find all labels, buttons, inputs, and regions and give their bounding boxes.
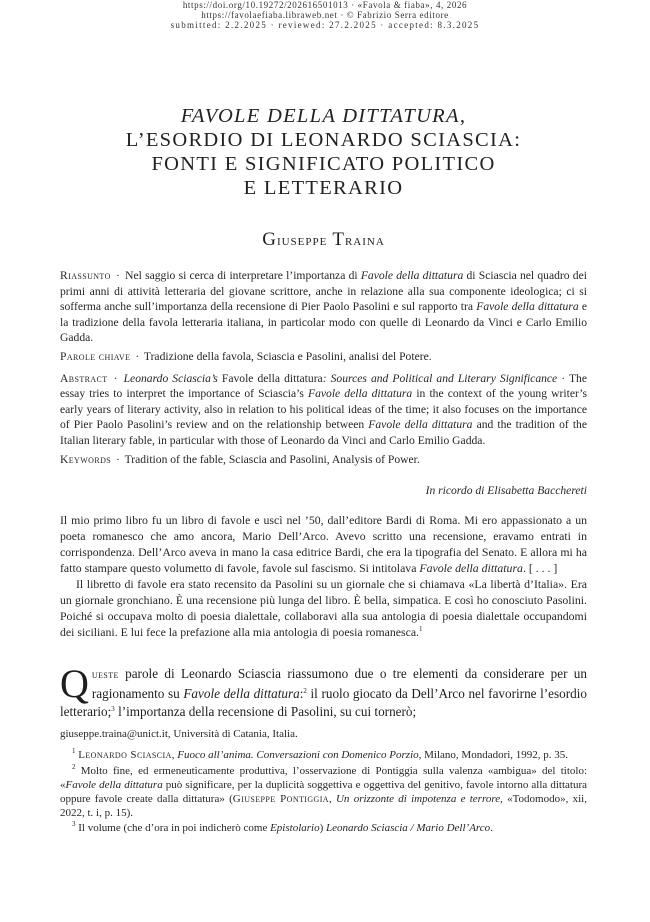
footnote-3: $^3$ Il volume (che d’ora in poi indicherò come Epistolario) Leonardo Sciascia / Mario Dell’Arco. bbox=[72, 820, 493, 834]
author-name: Giuseppe Traina bbox=[262, 229, 385, 250]
footer-dates: submitted: 2.2.2025 · reviewed: 27.2.2025 · accepted: 8.3.2025 bbox=[170, 20, 480, 30]
drop-cap: Q bbox=[60, 661, 89, 706]
footnotes bbox=[60, 727, 587, 837]
footer-doi[interactable]: https://doi.org/10.19272/202616501013 · «Favola & fiaba», 4, 2026 bbox=[182, 0, 468, 10]
body-text: Queste parole di Leonardo Sciascia riassumono due o tre elementi da considerare per un ragionamento su Favole della dittatura:$^2$ il ruolo giocato da Dell’Arco nel favorirne l’esordio letterario;$^3$ l’importanza della recensione di Pasolini, su cui tornerò; bbox=[60, 661, 588, 719]
abstracts-block bbox=[60, 268, 587, 470]
dedication: In ricordo di Elisabetta Bacchereti bbox=[425, 484, 587, 497]
article-title bbox=[60, 104, 587, 200]
title-line-4: E LETTERARIO bbox=[243, 177, 404, 199]
footnote-1: $^1$ Leonardo Sciascia, Fuoco all’anima. Conversazioni con Domenico Porzio, Milano, Mondadori, 1992, p. 35. bbox=[72, 747, 569, 761]
title-line-1: FAVOLE DELLA DITTATURA, bbox=[180, 105, 467, 127]
footnote-ref-1[interactable]: 1 bbox=[419, 625, 423, 633]
abstract: Abstract · Leonardo Sciascia’s Favole della dittatura: Sources and Political and Literary Significance · The essay tries to interpret the importance of Sciascia’s Favole della dittatura in the context of the young writer’s early years of literary activity, also in relation to his political ideas of the time; it also focuses on the importance of Pier Paolo Pasolini’s review and on the relationship between Favole della dittatura and the tradition of the Italian literary fable, in particular with those of Leonardo da Vinci and Carlo Emilio Gadda. bbox=[60, 371, 587, 447]
quote-paragraph-1: Il mio primo libro fu un libro di favole e uscì nel ’50, dall’editore Bardi di Roma. Mi ero appassionato a un poeta romanesco che amo ancora, Mario Dell’Arco. Avevo scritto una recensione, eravamo entrati in corrispondenza. Dell’Arco aveva in mano la casa editrice Bardi, che era la tipografia del Senato. E allora mi ha fatto stampare questo volumetto di favole, favole sul fascismo. Si intitolava Favole della dittatura. [ . . . ] bbox=[60, 513, 587, 575]
opening-quotation bbox=[60, 512, 587, 640]
keywords: Keywords · Tradition of the fable, Sciascia and Pasolini, Analysis of Power. bbox=[60, 452, 420, 466]
footnote-2: $^2$ Molto fine, ed ermeneuticamente produttiva, l’osservazione di Pontiggia sulla valenza «ambigua» del titolo: «Favole della dittatura può significare, per la duplicità soggettiva e oggettiva del genitivo, favole intorno alla dittatura oppure favole create dalla dittatura» (Giuseppe Pontiggia, Un orizzonte di impotenza e terrore, «Todomodo», xii, 2022, t. i, p. 15). bbox=[60, 762, 587, 819]
author-affiliation: giuseppe.traina@unict.it, Università di Catania, Italia. bbox=[60, 728, 298, 740]
footnote-ref-2[interactable]: 2 bbox=[303, 686, 307, 695]
riassunto: Riassunto · Nel saggio si cerca di interpretare l’importanza di Favole della dittatura di Sciascia nel quadro dei primi anni di attività letteraria del giovane scrittore, anche in relazione alla sua componente ideologica; ci si sofferma anche sull’importanza della recensione di Pier Paolo Pasolini e sul rapporto tra Favole della dittatura e la tradizione della favola letteraria italiana, in particolar modo con quelle di Leonardo da Vinci e Carlo Emilio Gadda. bbox=[60, 269, 587, 345]
quote-paragraph-2: Il libretto di favole era stato recensito da Pasolini su un giornale che si chiamava «La libertà d’Italia». Era un giornale gronchiano. È una recensione più lunga del libro. È bella, simpatica. E così ho conosciuto Pasolini. Poiché si occupava molto di poesia dialettale, collaboravi alla sua antologia di poesia dialettale occupandomi dei siciliani. E lui fece la prefazione alla mia antologia di poesia romanesca.$^1$ bbox=[60, 577, 587, 639]
title-line-2: L’ESORDIO DI LEONARDO SCIASCIA: bbox=[125, 129, 522, 151]
footer-website[interactable]: https://favolaefiaba.libraweb.net · © Fabrizio Serra editore bbox=[201, 10, 449, 20]
parole-chiave: Parole chiave · Tradizione della favola, Sciascia e Pasolini, analisi del Potere. bbox=[60, 349, 432, 363]
footnote-ref-3[interactable]: 3 bbox=[111, 705, 115, 713]
title-line-3: FONTI E SIGNIFICATO POLITICO bbox=[151, 153, 496, 175]
